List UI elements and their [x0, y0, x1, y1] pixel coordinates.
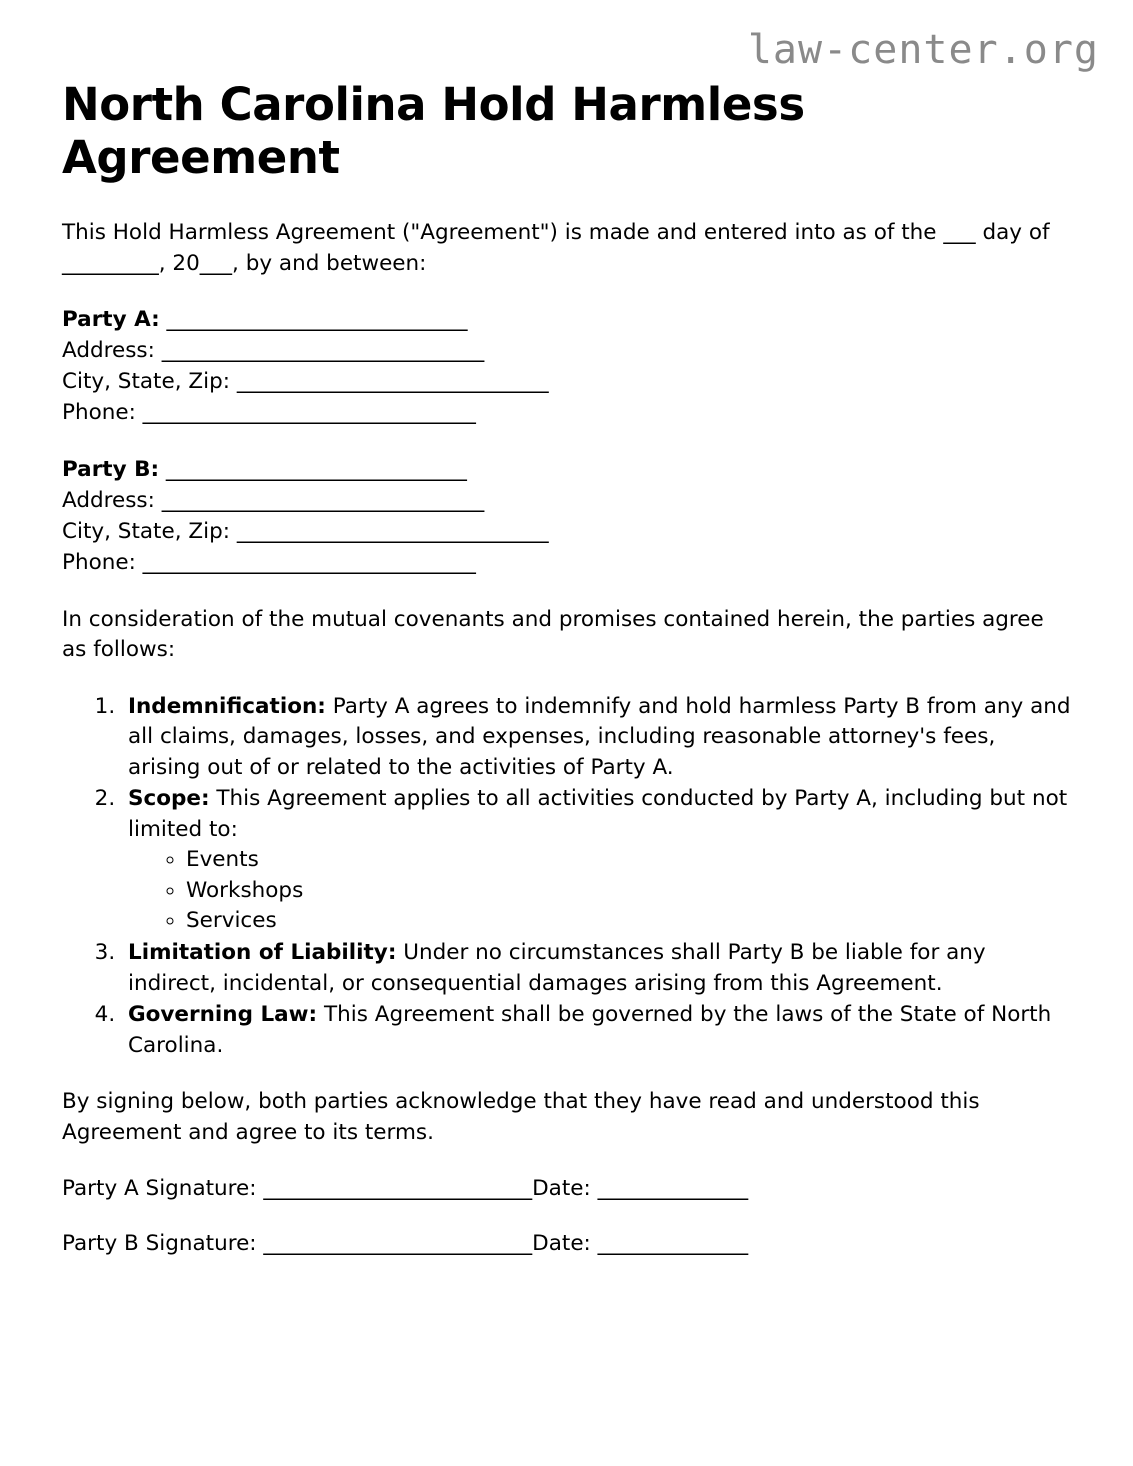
party-a-city-blank[interactable]: _____________________________	[229, 369, 549, 395]
party-a-address-label: Address:	[62, 338, 155, 364]
party-b-address-row	[62, 486, 1072, 517]
party-a-name-blank[interactable]: ____________________________	[159, 307, 468, 333]
party-a-block	[62, 305, 1072, 429]
party-a-signature-blank[interactable]: _________________________	[256, 1176, 533, 1202]
party-a-date-label: Date:	[532, 1176, 591, 1202]
list-item: ◦ Events	[186, 845, 1072, 876]
party-b-name-label: Party B:	[62, 457, 160, 483]
term-text-limitation-of-liability: Under no circumstances shall Party B be liable for any indirect, incidental, or consequential damages arising from this Agreement.	[128, 940, 986, 996]
term-label-scope: Scope:	[128, 786, 210, 812]
term-text-scope: This Agreement applies to all activities conducted by Party A, including but not limited to:	[128, 786, 1068, 842]
term-text-governing-law: This Agreement shall be governed by the laws of the State of North Carolina.	[128, 1002, 1052, 1058]
party-a-city-row	[62, 367, 1072, 398]
party-b-date-blank[interactable]: ______________	[590, 1230, 749, 1256]
party-a-address-blank[interactable]: ______________________________	[154, 338, 485, 364]
document-content	[62, 78, 1072, 1283]
party-b-phone-row	[62, 548, 1072, 579]
party-a-phone-label: Phone:	[62, 400, 136, 426]
party-b-city-row	[62, 517, 1072, 548]
party-a-name-row	[62, 305, 1072, 336]
party-b-city-blank[interactable]: _____________________________	[229, 518, 549, 544]
party-b-name-row	[62, 455, 1072, 486]
party-b-signature-label: Party B Signature:	[62, 1230, 257, 1256]
term-item-limitation-of-liability	[122, 938, 1072, 999]
consideration-paragraph: In consideration of the mutual covenants and promises contained herein, the parties agree as follows:	[62, 606, 1044, 663]
term-label-indemnification: Indemnification:	[128, 693, 326, 719]
party-a-phone-blank[interactable]: _______________________________	[135, 400, 476, 426]
scope-subitem-list	[128, 845, 1072, 937]
site-watermark: law-center.org	[747, 27, 1099, 73]
party-b-address-label: Address:	[62, 487, 155, 513]
list-item: ◦ Services	[186, 906, 1072, 937]
party-a-date-blank[interactable]: ______________	[590, 1176, 749, 1202]
party-b-signature-blank[interactable]: _________________________	[256, 1230, 533, 1256]
party-a-signature-row	[62, 1174, 1072, 1205]
party-a-phone-row	[62, 398, 1072, 429]
intro-paragraph: This Hold Harmless Agreement ("Agreement") is made and entered into as of the ___ day of _________, 20___, by and between:	[62, 220, 1050, 276]
party-b-block	[62, 455, 1072, 579]
party-b-phone-blank[interactable]: _______________________________	[135, 549, 476, 575]
closing-paragraph: By signing below, both parties acknowledge that they have read and understood this Agreement and agree to its terms.	[62, 1089, 980, 1145]
party-b-signature-row	[62, 1229, 1072, 1260]
term-item-governing-law	[122, 1000, 1072, 1061]
party-b-city-label: City, State, Zip:	[62, 518, 230, 544]
party-a-address-row	[62, 336, 1072, 367]
party-b-date-label: Date:	[532, 1230, 591, 1256]
party-b-phone-label: Phone:	[62, 549, 136, 575]
term-label-governing-law: Governing Law:	[128, 1002, 318, 1028]
page-title: North Carolina Hold Harmless Agreement	[62, 78, 805, 185]
party-a-signature-label: Party A Signature:	[62, 1176, 257, 1202]
party-a-city-label: City, State, Zip:	[62, 369, 230, 395]
party-a-name-label: Party A:	[62, 307, 160, 333]
term-item-indemnification	[122, 692, 1072, 784]
term-item-scope	[122, 784, 1072, 937]
terms-list	[62, 692, 1072, 1061]
term-label-limitation-of-liability: Limitation of Liability:	[128, 940, 397, 965]
party-b-name-blank[interactable]: ____________________________	[159, 457, 467, 483]
list-item: ◦ Workshops	[186, 876, 1072, 907]
party-b-address-blank[interactable]: ______________________________	[154, 487, 485, 513]
term-text-indemnification: Party A agrees to indemnify and hold harmless Party B from any and all claims, damages, losses, and expenses, including reasonable attorney's fees, arising out of or related to the activities of Party A.	[128, 693, 1071, 780]
